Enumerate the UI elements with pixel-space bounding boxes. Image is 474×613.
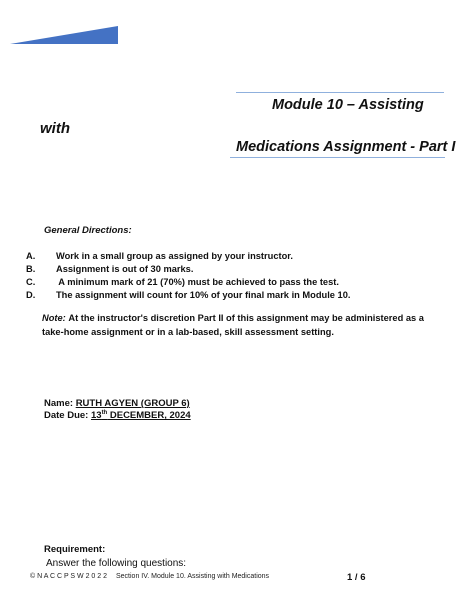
direction-text: Work in a small group as assigned by your instructor. <box>56 251 293 261</box>
direction-marker: D. <box>26 290 36 300</box>
direction-item-d <box>26 290 350 300</box>
requirement-heading: Requirement: <box>44 544 106 555</box>
footer-copyright: © N A C C P S W 2 0 2 2 <box>30 573 108 580</box>
direction-item-c <box>26 277 339 287</box>
general-directions-heading: General Directions: <box>44 225 132 236</box>
title-top-rule <box>236 92 444 93</box>
due-date-line <box>44 410 191 421</box>
due-day: 13 <box>90 410 102 422</box>
name-label: Name: <box>44 398 74 409</box>
direction-marker: B. <box>26 264 36 274</box>
note-text: At the instructor's discretion Part II of this assignment may be administered as a take-home assignment or in a lab-based, skill assessment setting. <box>42 313 424 337</box>
direction-text: A minimum mark of 21 (70%) must be achieved to pass the test. <box>56 277 339 287</box>
note-paragraph <box>42 311 438 339</box>
title-line-1: Module 10 – Assisting <box>272 97 424 113</box>
requirement-text: Answer the following questions: <box>46 558 187 569</box>
direction-item-a <box>26 251 293 261</box>
direction-marker: A. <box>26 251 36 261</box>
note-label: Note: <box>42 313 66 323</box>
due-suffix: th <box>101 410 108 416</box>
header-banner-shape <box>10 26 118 44</box>
page-indicator: 1 / 6 <box>347 572 366 583</box>
student-name-line <box>44 398 190 409</box>
direction-marker: C. <box>26 277 36 287</box>
due-rest: DECEMBER, 2024 <box>107 410 191 422</box>
footer-section: Section IV. Module 10. Assisting with Medications <box>116 573 270 580</box>
title-line-2: Medications Assignment - Part I <box>236 139 456 155</box>
due-label: Date Due: <box>44 410 89 422</box>
direction-text: The assignment will count for 10% of your final mark in Module 10. <box>56 290 351 300</box>
direction-item-b <box>26 264 193 274</box>
name-value: RUTH AGYEN (GROUP 6) <box>75 398 190 409</box>
due-value <box>91 410 191 421</box>
title-bottom-rule <box>230 157 445 158</box>
direction-text: Assignment is out of 30 marks. <box>56 264 194 274</box>
title-word-with: with <box>40 120 70 137</box>
